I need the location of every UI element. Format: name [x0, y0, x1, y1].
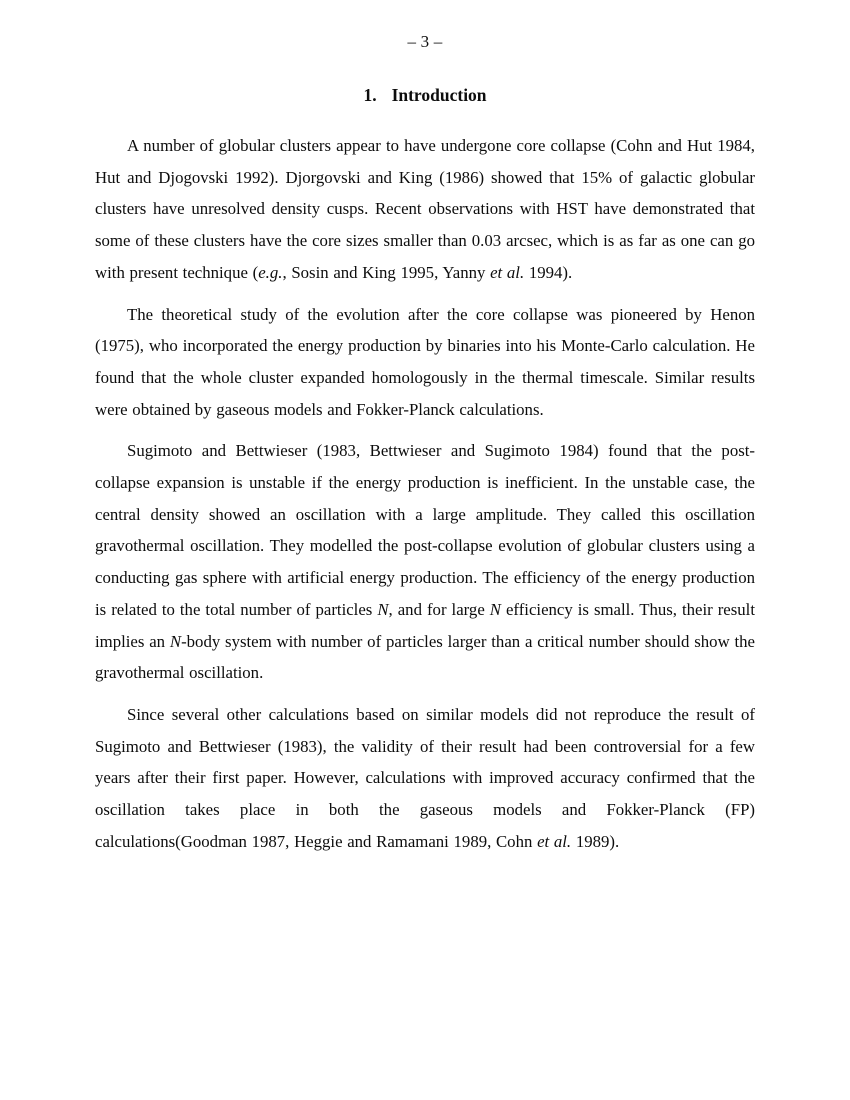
section-title: Introduction	[391, 85, 487, 105]
section-heading	[0, 84, 850, 106]
section-number: 1.	[363, 85, 377, 105]
paragraph: Sugimoto and Bettwieser (1983, Bettwieser and Sugimoto 1984) found that the post-collapse expansion is unstable if the energy production is inefficient. In the unstable case, the central density showed an oscillation with a large amplitude. They called this oscillation gravothermal oscillation. They modelled the post-collapse evolution of globular clusters using a conducting gas sphere with artificial energy production. The efficiency of the energy production is related to the total number of particles N, and for large N efficiency is small. Thus, their result implies an N-body system with number of particles larger than a critical number should show the gravothermal oscillation.	[95, 441, 755, 683]
paragraph: The theoretical study of the evolution after the core collapse was pioneered by Henon (1975), who incorporated the energy production by binaries into his Monte-Carlo calculation. He found that the whole cluster expanded homologously in the thermal timescale. Similar results were obtained by gaseous models and Fokker-Planck calculations.	[95, 304, 755, 419]
body-text	[95, 130, 755, 857]
paragraph: Since several other calculations based on similar models did not reproduce the result of Sugimoto and Bettwieser (1983), the validity of their result had been controversial for a few years after their first paper. However, calculations with improved accuracy confirmed that the oscillation takes place in both the gaseous models and Fokker-Planck (FP) calculations(Goodman 1987, Heggie and Ramamani 1989, Cohn et al. 1989).	[95, 704, 755, 851]
paragraph: A number of globular clusters appear to have undergone core collapse (Cohn and Hut 1984, Hut and Djogovski 1992). Djorgovski and King (1986) showed that 15% of galactic globular clusters have unresolved density cusps. Recent observations with HST have demonstrated that some of these clusters have the core sizes smaller than 0.03 arcsec, which is as far as one can go with present technique (e.g., Sosin and King 1995, Yanny et al. 1994).	[95, 136, 755, 282]
page-number: – 3 –	[407, 32, 443, 51]
